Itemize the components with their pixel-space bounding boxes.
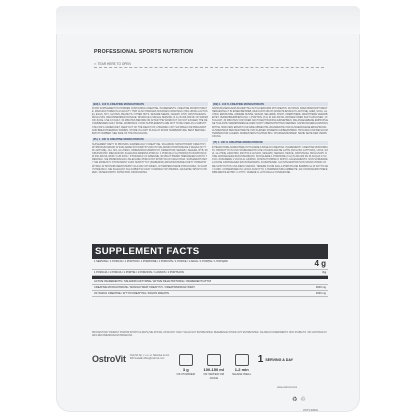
website: www.ostrovit.com xyxy=(277,386,298,389)
product-pouch xyxy=(56,6,360,412)
lang-block-it xyxy=(212,141,328,174)
step-value: 3 g xyxy=(182,367,189,372)
block-heading: (PL) 1. 100 % CREATINE MONOHYDRATE xyxy=(92,138,208,142)
supplement-facts-title: SUPPLEMENT FACTS xyxy=(92,244,328,259)
glass-icon xyxy=(207,354,221,366)
row-label: CREATINE MONOHYDRATE / MONOHYDRAT KREATYNY / KREATINMONOHYDRAT xyxy=(94,286,195,289)
recycle-icon: ♻ xyxy=(292,397,298,403)
brand-line: PROFESSIONAL SPORTS NUTRITION xyxy=(94,49,194,55)
lang-block-en xyxy=(92,102,208,135)
product-code: OSTV-00001 xyxy=(303,409,318,412)
shake-step xyxy=(230,354,254,376)
facts-footnote: PROCENTOWY DZIENNY POZIOM SPOŻYCIA (RWS) NIE ZOSTAŁ USTALONY. DAILY VALUE NOT ESTABLISHED. REFERENCE INTAKE NOT ESTABLISHED. VALORE DI RIFERIMENTO NON STABILITO. SIN CANTIDAD DIARIA RECOMENDADA ESTABLECIDA. xyxy=(92,332,327,337)
shaker-icon xyxy=(235,354,249,366)
serving-per-day xyxy=(258,354,293,365)
step-caption: OF POWDER xyxy=(176,372,195,376)
table-row xyxy=(92,291,328,297)
bottom-strip xyxy=(92,354,328,384)
serving-size-label: 1 PORCIJA / 1 PORCIA / 1 PORTIE / 1 PORZJON / 1 ANNOS / 1 PORTSJON xyxy=(94,271,184,274)
right-column xyxy=(212,102,328,177)
serving-label: 1 SERVING / 1 PORCJA / 1 PORTION / 1 PORZIONE / 1 PORCIÓN / 1 PORCE / 1 ADAG / 1 PORȚIE / 1 ПОРЦИЯ xyxy=(94,260,228,263)
supplement-facts xyxy=(92,244,328,297)
row-label: OF WHICH CREATINE / W TYM KREATYNA / DAVON KREATIN xyxy=(94,292,169,295)
serving-value: 4 g xyxy=(314,259,326,268)
serving-text: SERVING A DAY xyxy=(265,357,294,362)
serving-number: 1 xyxy=(257,354,264,365)
facts-table xyxy=(92,279,328,297)
step-caption: OF WATER OR JUICE xyxy=(203,372,225,380)
row-value: 3000 mg xyxy=(315,286,326,289)
label-columns xyxy=(92,102,328,177)
recycle-code-icon: ♲ xyxy=(300,397,306,403)
pouch-seal xyxy=(56,6,360,34)
block-heading: (IT) 1. 100 % CREATINE MONOHYDRATE xyxy=(212,141,328,145)
scoop-icon xyxy=(179,354,193,366)
step-caption: SHAKE WELL xyxy=(232,372,252,376)
powder-step xyxy=(174,354,198,376)
serving-row xyxy=(92,259,328,270)
step-value: 100-150 ml xyxy=(203,367,224,372)
block-heading: (EN) 1. 100 % CREATINE MONOHYDRATE xyxy=(92,102,208,106)
left-column xyxy=(92,102,208,177)
block-text: SUPLEMENT DIETY W PROSZKU ZAWIERAJACY KREATYNE. SKLADNIKI: MONOHYDRAT KREATYNY. WYPRODUKOWANO W ZAKLADZIE WYKORZYSTUJACYM SKLADNIKI POCHODZACE Z MLEKA (W TYM LAKTOZE), JAJ, SOI, GLUTENU, ORZESZKOW ZIEMNYCH, ORZECHOW, SEZAMU, SELERA, RYB, SKORUPIAKOW I MIECZAKOW. ZALECANA DZIENNA PORCJA: 1 PORCJE (3 G) PRODUKTU ROZPUSCIC W 200-300 ML WODY LUB SOKU. STOSOWAC 1X DZIENNIE, 30 MINUT PRZED TRENINGIEM LUB PO TRENINGU. NIE PRZEKRACZAC ZALECANEJ PORCJI DO SPOZYCIA W CIAGU DNIA. SUPLEMENT DIETY NIE MOZE BYC STOSOWANY JAKO SUBSTYTUT (ZAMIENNIK) ZROZNICOWANEJ DIETY. PRZECHOWYWAC W SPOSOB NIEDOSTEPNY DLA MALYCH DZIECI, W TEMPERATURZE POKOJOWEJ, W SUCHYM MIEJSCU. NIE ZALECANY DLA KOBIET W CIAZY I KARMIACYCH PIERSIA. NAJLEPIEJ SPOZYC PRZED / NUMER PARTII: PATRZ BOK OPAKOWANIA. xyxy=(92,142,208,174)
row-label: ACTIVE INGREDIENTS / SKŁADNIKI AKTYWNE / AKTIVE INHALTSSTOFFE / INGREDIENTI ATTIVI xyxy=(94,280,212,283)
serving-size-value: 3 g xyxy=(322,271,326,274)
block-text: FOOD SUPPLEMENT IN POWDER CONTAINING CREATINE. INGREDIENTS: CREATINE MONOHYDRATE. MANUFACTURED IN A FACILITY THAT ALSO HANDLES SOURCES FROM MILK (INCLUDING LACTOSE), EGGS, SOY, GLUTEN, PEANUTS, OTHER NUTS, SESAME SEEDS, CELERY, FISH, CRUSTACEANS, MOLLUSKS. RECOMMENDED DOSAGE: DISSOLVE A SINGLE SERVING (3 G) IN 200-300 ML OF WATER OR JUICE. USE 1X DAILY, 30 MINUTES BEFORE OR AFTER THE WORKOUT. DO NOT EXCEED THE RECOMMENDED DAILY DOSE. WARNINGS: FOOD SUPPLEMENTS ARE NOT TO BE USED AS A SUBSTITUTE FOR A VARIED DIET. KEEP OUT OF THE REACH OF CHILDREN. NOT SUITABLE FOR PREGNANT AND BREASTFEEDING WOMEN. STORE IN A DRY PLACE AT ROOM TEMPERATURE. BEST BEFORE / BATCH NUMBER: SEE SIDE OF THE PACKAGING. xyxy=(92,107,208,135)
row-value xyxy=(292,279,328,284)
row-value: 2640 mg xyxy=(315,292,326,295)
brand-logo: OstroVit xyxy=(92,354,126,364)
block-text: NAHRUNGSERGANZUNGSMITTEL IN PULVERFORM MIT KREATIN. ZUTATEN: KREATINMONOHYDRAT. HERGESTELLT IN EINEM BETRIEB, DER AUCH MILCH (EINSCHLIESSLICH LAKTOSE), EIER, SOJA, GLUTEN, ERDNUSSE, ANDERE NUSSE, SESAM, SELLERIE, FISCH, KREBSTIERE, WEICHTIERE VERARBEITET. VERZEHREMPFEHLUNG: 1 PORTION (3 G) IN 200-300 ML WASSER ODER SAFT AUFLOSEN. 1X TAGLICH, 30 MINUTEN VOR ODER NACH DEM TRAINING EINNEHMEN. DIE ANGEGEBENE EMPFOHLENE TAGLICHE VERZEHRMENGE DARF NICHT UBERSCHRITTEN WERDEN. NAHRUNGSERGANZUNGSMITTEL SIND KEIN ERSATZ FUR EINE ABWECHSLUNGSREICHE UND AUSGEWOGENE ERNAHRUNG. AUSSERHALB DER REICHWEITE VON KLEINEN KINDERN AUFBEWAHREN. TROCKEN UND BEI RAUMTEMPERATUR LAGERN. MINDESTENS HALTBAR BIS / CHARGENNUMMER: SIEHE SEITE DER VERPACKUNG. xyxy=(212,107,329,138)
step-value: 1-2 min xyxy=(234,367,249,372)
recycle-symbols xyxy=(292,396,306,403)
company-address: OstroVit Sp. z o.o. ul. Sikorska 1a 16-300 Suwałki office@ostrovit.com xyxy=(129,354,170,361)
lang-block-de xyxy=(212,102,328,138)
tear-line xyxy=(94,67,324,68)
lang-block-pl xyxy=(92,138,208,174)
water-step xyxy=(202,354,226,380)
block-text: INTEGRATORE ALIMENTARE IN POLVERE A BASE DI CREATINA. INGREDIENTI: CREATINA MONOIDRATA. PRODOTTO IN UNO STABILIMENTO CHE UTILIZZA ANCHE LATTE (INCLUSO LATTOSIO), UOVA, SOIA, GLUTINE, ARACHIDI, FRUTTA A GUSCIO, SESAMO, SEDANO, PESCE, CROSTACEI, MOLLUSCHI. DOSE GIORNALIERA RACCOMANDATA: SCIOGLIERE 1 PORZIONE (3 G) IN 200-300 ML DI ACQUA O SUCCO. ASSUMERE 1 VOLTA AL GIORNO, 30 MINUTI PRIMA O DOPO L'ALLENAMENTO. NON SUPERARE LA DOSE GIORNALIERA RACCOMANDATA. AVVERTENZE: GLI INTEGRATORI NON VANNO INTESI COME SOSTITUTI DI UNA DIETA VARIATA. TENERE FUORI DALLA PORTATA DEI BAMBINI AL DI SOTTO DEI 3 ANNI. CONSERVARE IN LUOGO ASCIUTTO, A TEMPERATURA AMBIENTE. DA CONSUMARSI PREFERIBILMENTE ENTRO / LOTTO: VEDERE IL LATO DELLA CONFEZIONE. xyxy=(212,145,329,174)
tear-instruction: ✂ TEAR HERE TO OPEN xyxy=(94,62,131,66)
block-heading: (DE) 1. 100 % CREATINE MONOHYDRATE xyxy=(212,102,328,106)
